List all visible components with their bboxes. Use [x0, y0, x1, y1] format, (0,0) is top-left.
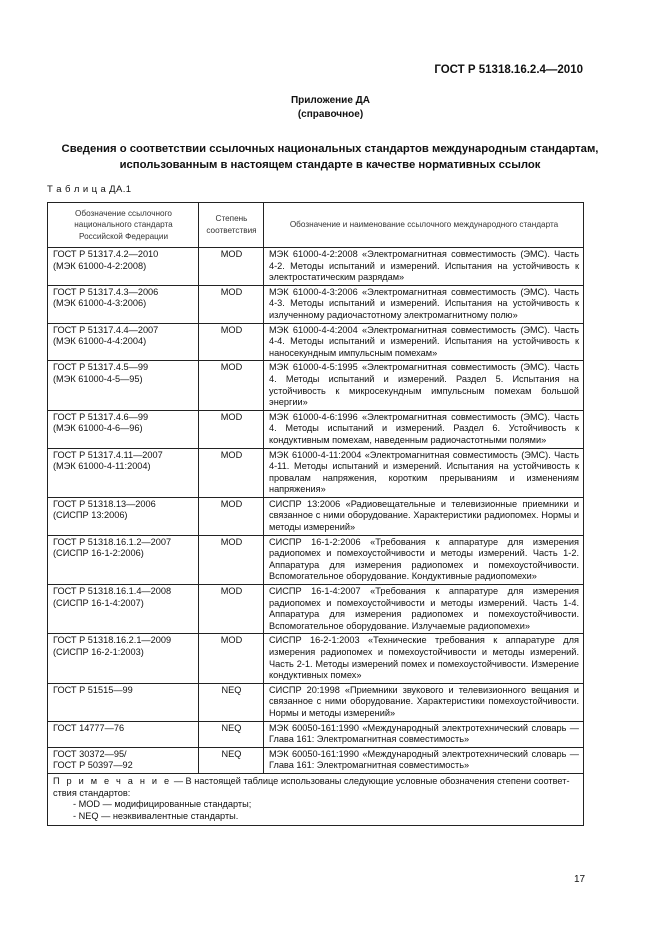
national-standard-line: (СИСПР 16-1-2:2006)	[53, 548, 144, 559]
table-row	[48, 535, 584, 584]
international-standard-cell: СИСПР 16-2-1:2003 «Технические требования к аппаратуре для измерения радиопомех и помехоустойчивости и методы измерений. Часть 2-1. Методы измерений помех и помехоустойчивости. Измерение кондуктивных помех»	[264, 634, 584, 683]
table-caption: Т а б л и ц а ДА.1	[47, 184, 132, 195]
document-number: ГОСТ Р 51318.16.2.4—2010	[434, 64, 583, 76]
national-standard-cell	[48, 410, 199, 448]
national-standard-cell	[48, 721, 199, 747]
page-number: 17	[574, 874, 586, 885]
standards-table	[47, 202, 584, 826]
degree-cell: MOD	[199, 410, 264, 448]
national-standard-line: (СИСПР 16-1-4:2007)	[53, 597, 144, 608]
national-standard-cell	[48, 448, 199, 497]
national-standard-cell	[48, 683, 199, 721]
international-standard-cell: СИСПР 20:1998 «Приемники звукового и телевизионного вещания и связанное с ними оборудование. Характеристики помехоустойчивости. Нормы и методы измерений»	[264, 683, 584, 721]
national-standard-line: ГОСТ Р 51318.16.1.2—2007	[53, 536, 172, 547]
national-standard-line: ГОСТ Р 51515—99	[53, 684, 133, 695]
international-standard-cell: СИСПР 16-1-2:2006 «Требования к аппаратуре для измерения радиопомех и помехоустойчивости и методы измерений. Часть 1-2. Аппаратура для измерения радиопомех и помехоустойчивости. Вспомогательное оборудование. Кондуктивные радиопомехи»	[264, 535, 584, 584]
column-header-degree: Степень соответствия	[199, 203, 264, 248]
degree-cell: MOD	[199, 585, 264, 634]
table-row	[48, 585, 584, 634]
degree-cell: NEQ	[199, 721, 264, 747]
national-standard-cell	[48, 323, 199, 361]
national-standard-cell	[48, 285, 199, 323]
national-standard-line: (МЭК 61000-4-11:2004)	[53, 461, 151, 472]
national-standard-line: ГОСТ Р 51317.4.3—2006	[53, 286, 159, 297]
national-standard-line: (МЭК 61000-4-3:2006)	[53, 298, 147, 309]
national-standard-line: ГОСТ Р 50397—92	[53, 760, 133, 771]
international-standard-cell: МЭК 61000-4-5:1995 «Электромагнитная совместимость (ЭМС). Часть 4. Методы испытаний и измерений. Раздел 5. Испытания на устойчивость к микросекундным импульсным помехам большой энергии»	[264, 361, 584, 410]
table-row	[48, 323, 584, 361]
table-row	[48, 721, 584, 747]
international-standard-cell: СИСПР 16-1-4:2007 «Требования к аппаратуре для измерения радиопомех и помехоустойчивости и методы измерений. Часть 1-4. Аппаратура для измерения радиопомех и помехоустойчивости. Вспомогательное оборудование. Излучаемые радиопомехи»	[264, 585, 584, 634]
table-note	[48, 773, 584, 825]
appendix-title: Приложение ДА	[290, 95, 371, 106]
section-title	[30, 142, 630, 173]
international-standard-cell: СИСПР 13:2006 «Радиовещательные и телевизионные приемники и связанное с ними оборудование. Характеристики радиопомех. Нормы и методы измерений»	[264, 497, 584, 535]
note-text: — В настоящей таблице использованы следующие условные обозначения степени соответствия стандартов:	[53, 775, 570, 798]
national-standard-cell	[48, 248, 199, 286]
degree-cell: MOD	[199, 248, 264, 286]
table-row	[48, 361, 584, 410]
degree-cell: MOD	[199, 448, 264, 497]
national-standard-cell	[48, 535, 199, 584]
table-row	[48, 497, 584, 535]
degree-cell: MOD	[199, 634, 264, 683]
table-row	[48, 747, 584, 773]
national-standard-line: ГОСТ Р 51318.16.1.4—2008	[53, 586, 172, 597]
table-row	[48, 448, 584, 497]
national-standard-line: ГОСТ Р 51317.4.6—99	[53, 411, 149, 422]
note-item: - MOD — модифицированные стандарты;	[73, 799, 252, 810]
national-standard-line: ГОСТ Р 51317.4.4—2007	[53, 324, 159, 335]
national-standard-line: (МЭК 61000-4-6—96)	[53, 423, 143, 434]
international-standard-cell: МЭК 60050-161:1990 «Международный электротехнический словарь — Глава 161: Электромагнитная совместимость»	[264, 747, 584, 773]
national-standard-line: ГОСТ Р 51318.13—2006	[53, 498, 156, 509]
column-header-national: Обозначение ссылочного национального стандарта Российской Федерации	[48, 203, 199, 248]
national-standard-line: (МЭК 61000-4-2:2008)	[53, 260, 147, 271]
degree-cell: MOD	[199, 285, 264, 323]
national-standard-line: ГОСТ Р 51317.4.5—99	[53, 362, 149, 373]
national-standard-cell	[48, 497, 199, 535]
table-row	[48, 248, 584, 286]
degree-cell: MOD	[199, 361, 264, 410]
table-header-row	[48, 203, 584, 248]
section-title-line: Сведения о соответствии ссылочных национальных стандартов международным стандартам,	[61, 143, 599, 155]
international-standard-cell: МЭК 61000-4-11:2004 «Электромагнитная совместимость (ЭМС). Часть 4-11. Методы испытаний и измерений. Испытания на устойчивость к провалам напряжения, коротким прерываниям и изменениям напряжения»	[264, 448, 584, 497]
section-title-line: использованным в настоящем стандарте в качестве нормативных ссылок	[119, 158, 541, 171]
national-standard-line: (СИСПР 13:2006)	[53, 510, 128, 521]
national-standard-cell	[48, 585, 199, 634]
national-standard-cell	[48, 747, 199, 773]
national-standard-line: (МЭК 61000-4-4:2004)	[53, 336, 147, 347]
note-label: П р и м е ч а н и е	[53, 775, 172, 786]
degree-cell: NEQ	[199, 747, 264, 773]
national-standard-line: (СИСПР 16-2-1:2003)	[53, 647, 144, 657]
national-standard-line: (МЭК 61000-4-5—95)	[53, 373, 143, 384]
national-standard-line: ГОСТ Р 51317.4.2—2010	[53, 249, 159, 259]
national-standard-line: ГОСТ 30372—95/	[53, 748, 127, 759]
international-standard-cell: МЭК 61000-4-2:2008 «Электромагнитная совместимость (ЭМС). Часть 4-2. Методы испытаний и измерений. Испытания на устойчивость к электростатическим разрядам»	[264, 248, 584, 286]
degree-cell: MOD	[199, 535, 264, 584]
degree-cell: MOD	[199, 323, 264, 361]
note-item: - NEQ — неэквивалентные стандарты.	[73, 810, 239, 821]
national-standard-line: ГОСТ Р 51317.4.11—2007	[53, 449, 163, 460]
international-standard-cell: МЭК 61000-4-4:2004 «Электромагнитная совместимость (ЭМС). Часть 4-4. Методы испытаний и измерений. Испытания на устойчивость к наносекундным импульсным помехам»	[264, 323, 584, 361]
table-row	[48, 285, 584, 323]
table-note-row	[48, 773, 584, 825]
table-row	[48, 634, 584, 683]
national-standard-cell	[48, 634, 199, 683]
national-standard-cell	[48, 361, 199, 410]
table-row	[48, 683, 584, 721]
international-standard-cell: МЭК 61000-4-3:2006 «Электромагнитная совместимость (ЭМС). Часть 4-3. Методы испытаний и измерений. Испытания на устойчивость к излученному радиочастотному электромагнитному полю»	[264, 285, 584, 323]
table-row	[48, 410, 584, 448]
national-standard-line: ГОСТ Р 51318.16.2.1—2009	[53, 635, 172, 646]
international-standard-cell: МЭК 60050-161:1990 «Международный электротехнический словарь — Глава 161: Электромагнитная совместимость»	[264, 721, 584, 747]
degree-cell: MOD	[199, 497, 264, 535]
appendix-subtitle: (справочное)	[297, 109, 364, 120]
international-standard-cell: МЭК 61000-4-6:1996 «Электромагнитная совместимость (ЭМС). Часть 4. Методы испытаний и измерений. Раздел 6. Устойчивость к кондуктивным помехам, наведенным радиочастотными полями»	[264, 410, 584, 448]
degree-cell: NEQ	[199, 683, 264, 721]
national-standard-line: ГОСТ 14777—76	[53, 722, 125, 733]
column-header-international: Обозначение и наименование ссылочного международного стандарта	[264, 203, 584, 248]
